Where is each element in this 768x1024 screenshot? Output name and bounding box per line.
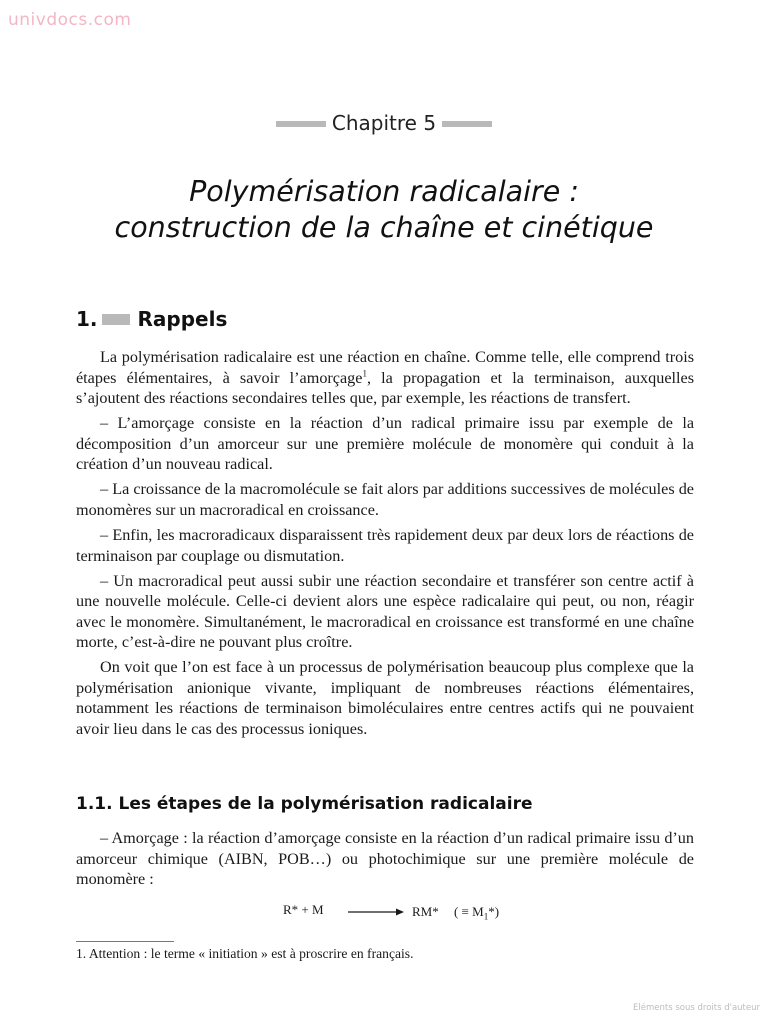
paragraph-amorcage: – L’amorçage consiste en la réaction d’un radical primaire issu par exemple de la décomposition d’un amorceur sur une première molécule de monomère qui conduit à la création d’un nouveau radical. (76, 414, 694, 474)
equation-note-end: *) (488, 904, 500, 919)
section-title: Rappels (137, 307, 228, 331)
footnote-rule (76, 941, 174, 942)
paragraph-intro (76, 347, 694, 409)
section-number: 1. (76, 307, 98, 331)
subsection-body (76, 828, 694, 890)
copyright-notice: Eléments sous droits d'auteur (633, 1003, 760, 1013)
section-heading-1 (76, 307, 227, 331)
section-marker (102, 314, 130, 325)
chapter-bar-right (442, 121, 492, 127)
subsection-heading: 1.1. Les étapes de la polymérisation radicalaire (76, 794, 533, 814)
footnote-ref: 1 (362, 368, 367, 379)
paragraph-conclusion: On voit que l’on est face à un processus de polymérisation beaucoup plus complexe que la polymérisation anionique vivante, impliquant de nombreuses réactions élémentaires, notamment les réactions de terminaison bimoléculaires entre centres actifs qui ne pouvaient avoir lieu dans le cas des processus ioniques. (76, 658, 694, 739)
equation-note-start: ( ≡ M (454, 904, 484, 919)
chapter-title-line2: construction de la chaîne et cinétique (114, 211, 654, 244)
paragraph-intro-start: La polymérisation radicalaire est une réaction en chaîne. Comme telle, elle comprend trois étapes élémentaires, à savoir l’amorçage (76, 348, 694, 387)
watermark: univdocs.com (8, 10, 132, 30)
equation-note (454, 904, 499, 922)
equation-note-sub: 1 (483, 911, 489, 922)
chapter-bar-left (276, 121, 326, 127)
chapter-title-line1: Polymérisation radicalaire : (189, 175, 579, 208)
paragraph-terminaison: – Enfin, les macroradicaux disparaissent très rapidement deux par deux lors de réactions de terminaison par couplage ou dismutation. (76, 525, 694, 565)
chapter-label-text: Chapitre 5 (331, 111, 437, 135)
footnote: 1. Attention : le terme « initiation » est à proscrire en français. (76, 946, 414, 961)
section-body (76, 347, 694, 744)
paragraph-transfert: – Un macroradical peut aussi subir une réaction secondaire et transférer son centre actif à une nouvelle molécule. Celle-ci devient alors une espèce radicalaire qui peut, ou non, réagir avec le monomère. Simultanément, le macroradical en croissance est transformé en une chaîne morte, c’est-à-dire ne pouvant plus croître. (76, 571, 694, 652)
reaction-arrow-icon (348, 907, 404, 917)
paragraph-amorcage-step: – Amorçage : la réaction d’amorçage consiste en la réaction d’un radical primaire issu d’un amorceur chimique (AIBN, POB…) ou photochimique sur une première molécule de monomère : (76, 829, 694, 889)
equation-rhs: RM* (412, 904, 439, 919)
chapter-title (0, 174, 768, 246)
paragraph-intro-end: , la propagation et la terminaison, auxquelles s’ajoutent des réactions secondaires telles que, par exemple, les réactions de transfert. (76, 368, 694, 408)
equation-lhs: R* + M (283, 902, 324, 917)
paragraph-croissance: – La croissance de la macromolécule se fait alors par additions successives de molécules de monomères sur un macroradical en croissance. (76, 480, 694, 519)
chapter-label (0, 111, 768, 135)
